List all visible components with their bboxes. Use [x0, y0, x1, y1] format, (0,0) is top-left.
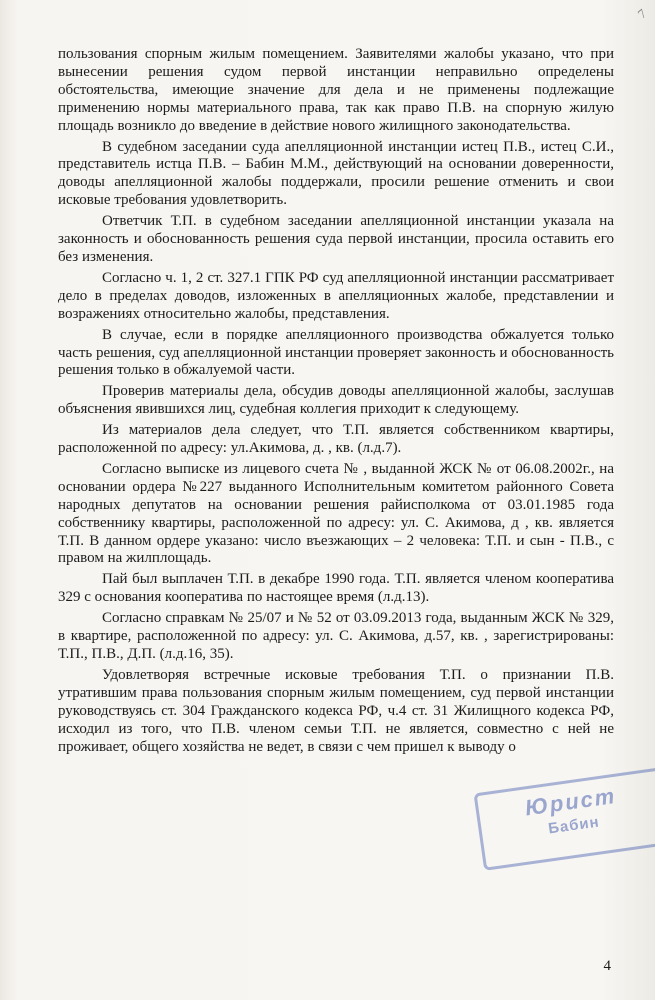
body-text	[58, 46, 614, 759]
paragraph-3: Ответчик Т.П. в судебном заседании апелляционной инстанции указала на законность и обоснованность решения суда первой инстанции, просила оставить его без изменения.	[58, 213, 614, 265]
paragraph-2: В судебном заседании суда апелляционной инстанции истец П.В., истец С.И., представитель истца П.В. – Бабин М.М., действующий на основании доверенности, доводы апелляционной жалобы поддержали, просили решение отменить и свои исковые требования удовлетворить.	[58, 138, 614, 209]
paragraph-6: Проверив материалы дела, обсудив доводы апелляционной жалобы, заслушав объяснения явившихся лиц, судебная коллегия приходит к следующему.	[58, 383, 614, 418]
page-number: 4	[603, 958, 611, 974]
stamp-line-2: Бабин	[547, 813, 601, 838]
paragraph-4: Согласно ч. 1, 2 ст. 327.1 ГПК РФ суд апелляционной инстанции рассматривает дело в пределах доводов, изложенных в апелляционных жалобе, представлении и возражениях относительно жалобы, представления.	[58, 269, 614, 322]
paragraph-8: Согласно выписке из лицевого счета № , выданной ЖСК № от 06.08.2002г., на основании ордера №227 выданного Исполнительным комитетом районного Совета народных депутатов на основании решения райисполкома от 03.01.1985 года собственнику квартиры, расположенной по адресу: ул. С. Акимова, д , кв. является Т.П. В данном ордере указано: число въезжающих – 2 человека: Т.П. и сын - П.В., с правом на жилплощадь.	[58, 460, 614, 567]
paragraph-9: Пай был выплачен Т.П. в декабре 1990 года. Т.П. является членом кооператива 329 с основания кооператива по настоящее время (л.д.13).	[58, 571, 614, 606]
paragraph-10: Согласно справкам № 25/07 и № 52 от 03.09.2013 года, выданным ЖСК № 329, в квартире, расположенной по адресу: ул. С. Акимова, д.57, кв. , зарегистрированы: Т.П., П.В., Д.П. (л.д.16, 35).	[58, 610, 614, 662]
paragraph-1: пользования спорным жилым помещением. Заявителями жалобы указано, что при вынесении решения судом первой инстанции неправильно определены обстоятельства, имеющие значение для дела и не применены подлежащие применению нормы материального права, так как право П.В. на спорную жилую площадь возникло до введение в действие нового жилищного законодательства.	[58, 46, 614, 134]
lawyer-stamp	[473, 767, 655, 871]
paragraph-7: Из материалов дела следует, что Т.П. является собственником квартиры, расположенной по адресу: ул.Акимова, д. , кв. (л.д.7).	[58, 422, 614, 457]
stamp-line-1: Юрист	[523, 782, 618, 821]
paragraph-5: В случае, если в порядке апелляционного производства обжалуется только часть решения, суд апелляционной инстанции проверяет законность и обоснованность решения только в обжалуемой части.	[58, 326, 614, 379]
paragraph-11: Удовлетворяя встречные исковые требования Т.П. о признании П.В. утратившим права пользования спорным жилым помещением, суд первой инстанции руководствуясь ст. 304 Гражданского кодекса РФ, ч.4 ст. 31 Жилищного кодекса РФ, исходил из того, что П.В. членом семьи Т.П. не является, совместно с ней не проживает, общего хозяйства не ведет, в связи с чем пришел к выводу о	[58, 666, 614, 755]
corner-mark: 7	[634, 5, 649, 22]
